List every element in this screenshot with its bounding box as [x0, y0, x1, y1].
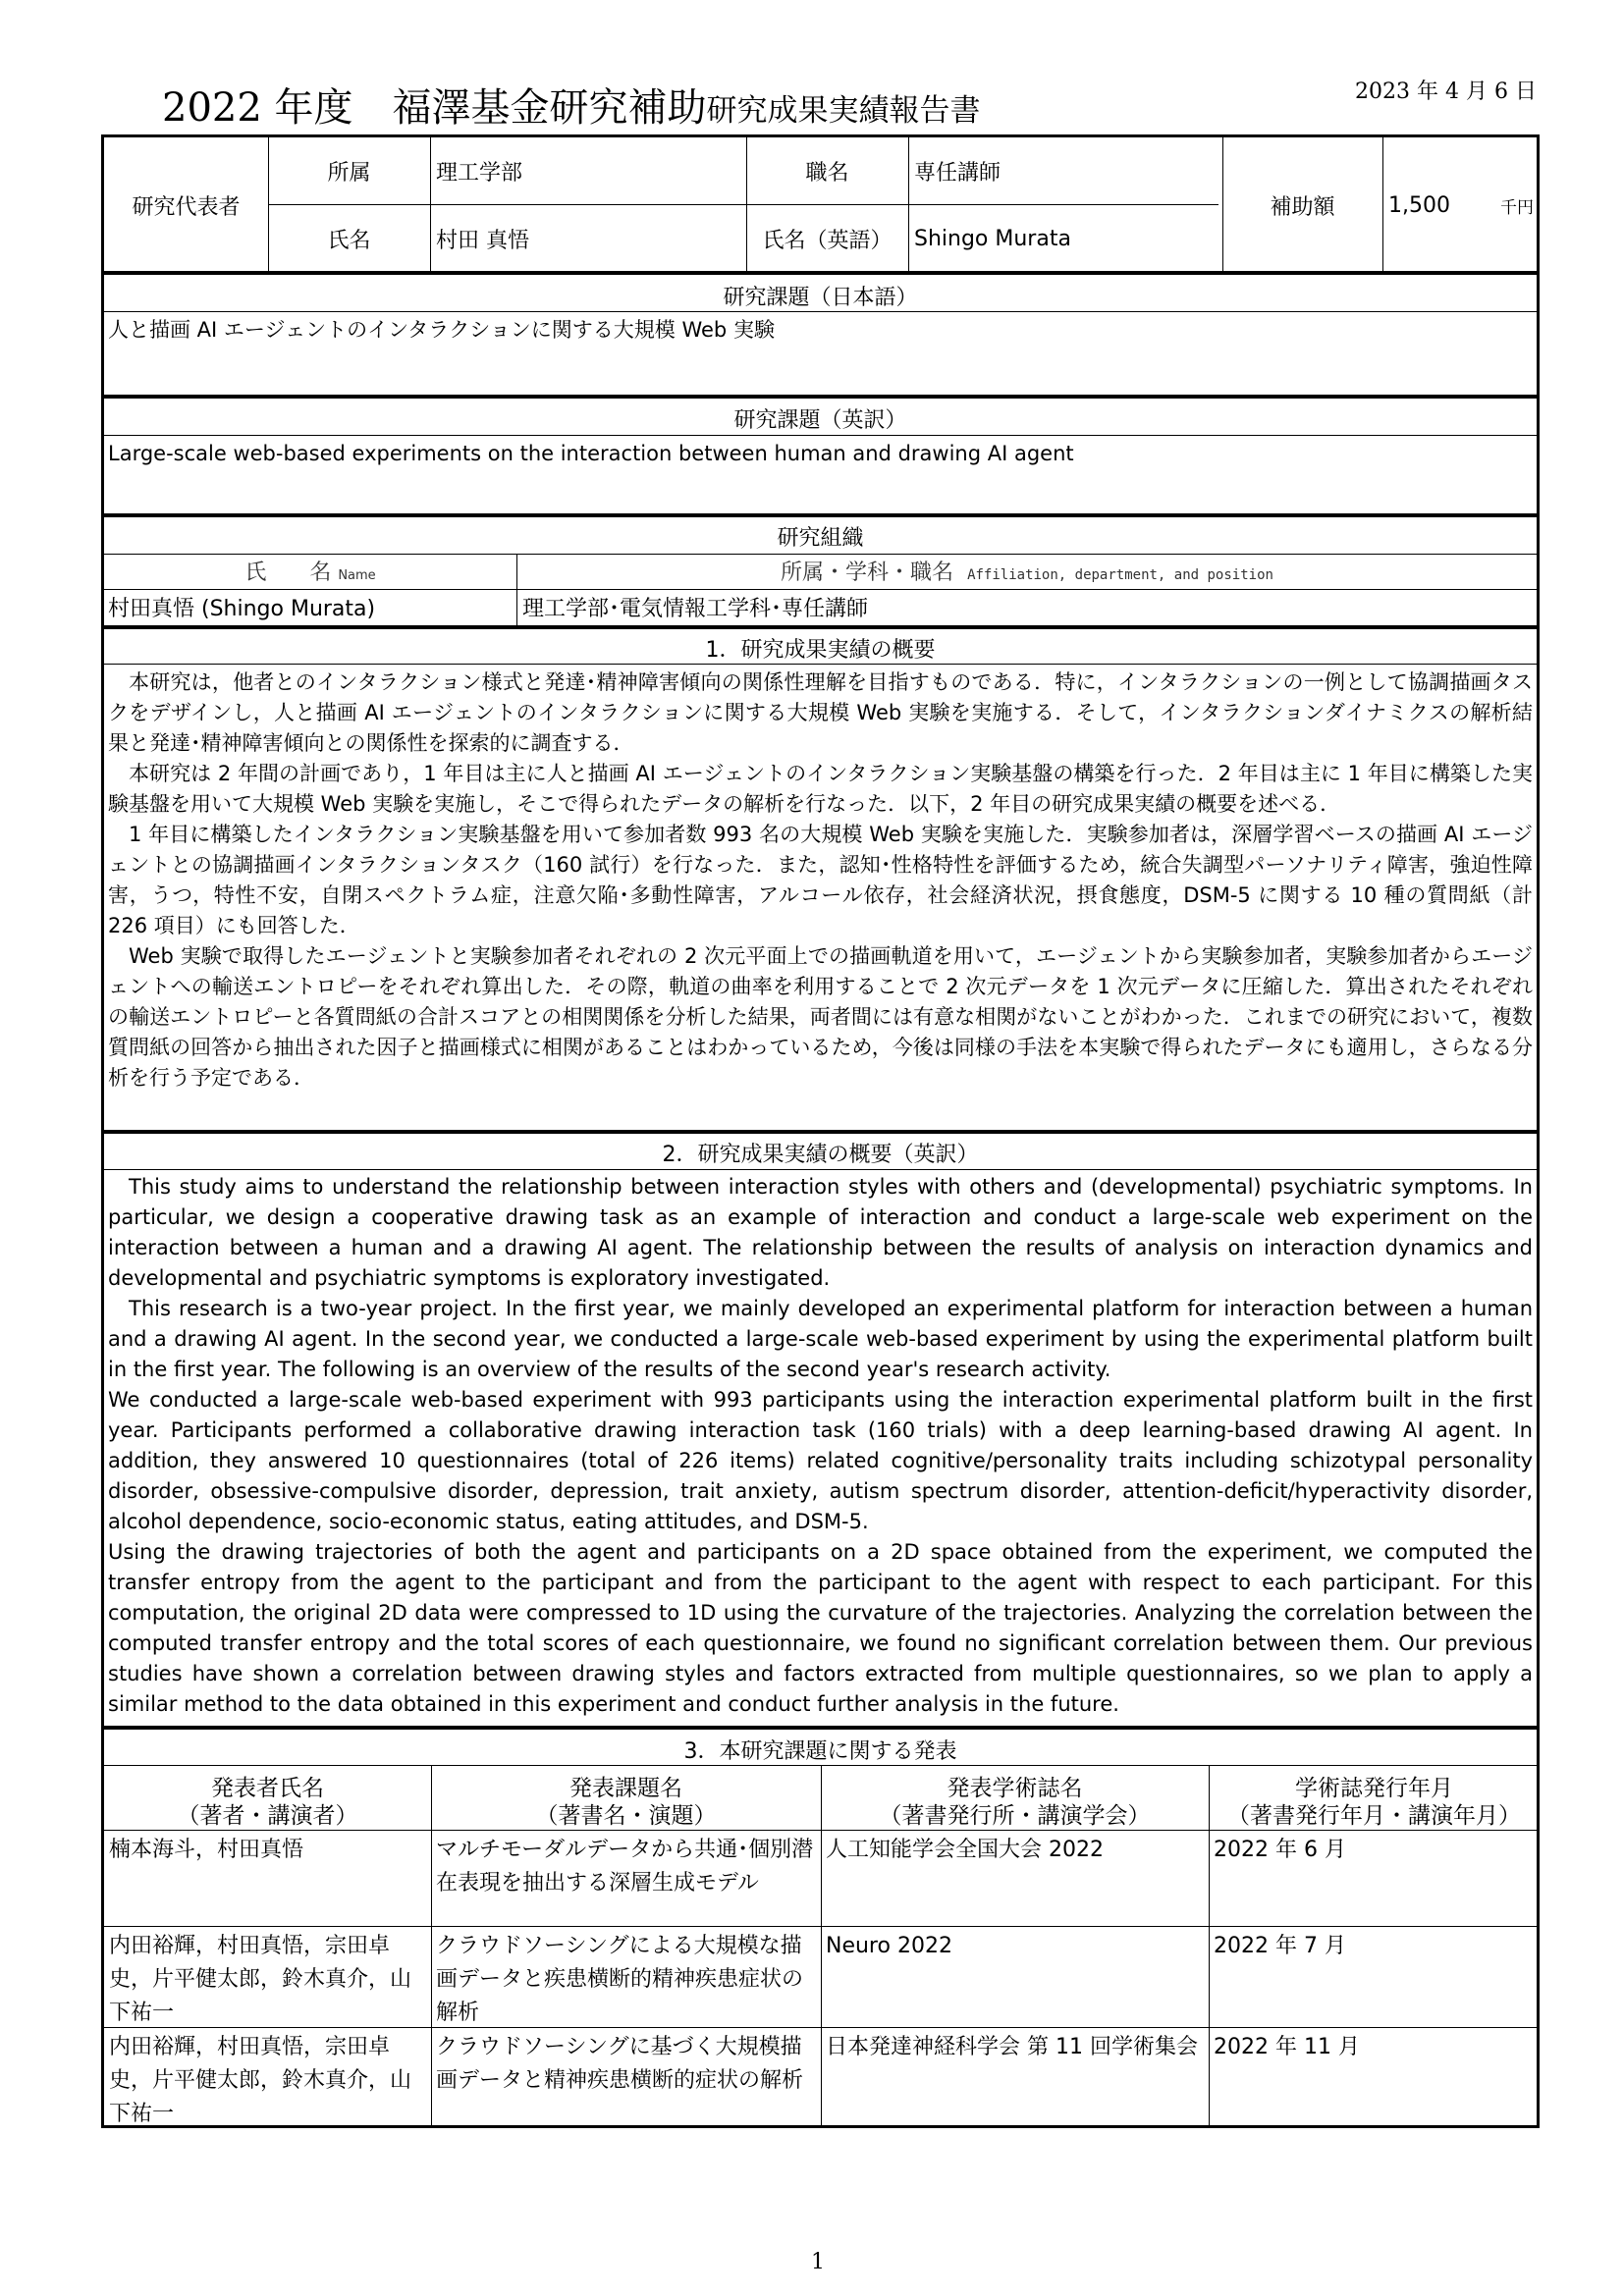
name-label: 氏名	[327, 228, 371, 253]
title-main: 2022 年度 福澤基金研究補助	[162, 85, 707, 131]
representative-label: 研究代表者	[132, 194, 241, 220]
pub-row-1-authors: 楠本海斗，村田真悟	[109, 1838, 304, 1862]
publications-heading: 3．本研究課題に関する発表	[683, 1739, 957, 1764]
pub-row-3-date: 2022 年 11 月	[1214, 2035, 1360, 2059]
topic-ja-text: 人と描画 AI エージェントのインタラクションに関する大規模 Web 実験	[108, 318, 775, 342]
org-col-affil-ja: 所属・学科・職名	[781, 561, 954, 585]
pub-row-2-venue: Neuro 2022	[826, 1934, 952, 1958]
org-col-name-ja: 氏 名	[244, 561, 332, 585]
pub-row-2-date: 2022 年 7 月	[1214, 1934, 1346, 1958]
organization-heading: 研究組織	[777, 526, 864, 551]
col-line1: 発表者氏名	[211, 1776, 324, 1801]
org-member-affiliation: 理工学部･電気情報工学科･専任講師	[522, 597, 869, 621]
document-title	[162, 77, 981, 133]
position-value: 専任講師	[914, 160, 1001, 186]
pub-row-1-title: マルチモーダルデータから共通･個別潜在表現を抽出する深層生成モデル	[436, 1838, 814, 1896]
grant-amount	[1382, 137, 1540, 273]
summary-en-paragraph: Using the drawing trajectories of both the agent and participants on a 2D space obtained from the experiment, we computed the transfer entropy from the agent to the participant and from the participant to the agent with respect to each participant. For this computation, the original 2D data were compressed to 1D using the curvature of the trajectories. Analyzing the correlation between the computed transfer entropy and the total scores of each questionnaire, we found no significant correlation between them. Our previous studies have shown a correlation between drawing styles and factors extracted from multiple questionnaires, so we plan to apply a similar method to the data obtained in this experiment and conduct further analysis in the future.	[108, 1540, 1533, 1716]
col-line1: 発表課題名	[569, 1776, 682, 1801]
pub-col-date	[1209, 1765, 1540, 1830]
position-label: 職名	[805, 160, 849, 186]
summary-ja-paragraph: 本研究は，他者とのインタラクション様式と発達･精神障害傾向の関係性理解を目指すものである．特に，インタラクションの一例として協調描画タスクをデザインし，人と描画 AI エージェントのインタラクションに関する大規模 Web 実験を実施する．そして，インタラクションダイナミクスの解析結果と発達･精神障害傾向との関係性を探索的に調査する．	[108, 670, 1533, 755]
summary-en-paragraph: This study aims to understand the relationship between interaction styles with others and (developmental) psychiatric symptoms. In particular, we design a cooperative drawing task as an example of interaction and conduct a large-scale web experiment on the interaction between a human and a drawing AI agent. The relationship between the results of analysis on interaction dynamics and developmental and psychiatric symptoms is exploratory investigated.	[108, 1175, 1533, 1290]
summary-ja-heading: 1．研究成果実績の概要	[705, 638, 936, 663]
name-en-value: Shingo Murata	[914, 226, 1071, 251]
col-line1: 発表学術誌名	[947, 1776, 1083, 1801]
summary-ja-paragraph: 本研究は 2 年間の計画であり，1 年目は主に人と描画 AI エージェントのインタラクション実験基盤の構築を行った．2 年目は主に 1 年目に構築した実験基盤を用いて大規模 Web 実験を実施し，そこで得られたデータの解析を行なった．以下，2 年目の研究成果実績の概要を述べる．	[108, 762, 1533, 816]
pub-row-2-authors: 内田裕輝，村田真悟，宗田卓史，片平健太郎，鈴木真介，山下祐一	[109, 1934, 412, 2025]
org-col-name	[104, 556, 516, 589]
grant-value: 1,500	[1388, 192, 1450, 218]
pub-row-3-title: クラウドソーシングに基づく大規模描画データと精神疾患横断的症状の解析	[436, 2035, 804, 2093]
page-number: 1	[811, 2250, 825, 2274]
summary-ja-paragraph: 1 年目に構築したインタラクション実験基盤を用いて参加者数 993 名の大規模 Web 実験を実施した．実験参加者は，深層学習ベースの描画 AI エージェントとの協調描画インタラクションタスク（160 試行）を行なった．また，認知･性格特性を評価するため，統合失調型パーソナリティ障害，強迫性障害，うつ，特性不安，自閉スペクトラム症，注意欠陥･多動性障害，アルコール依存，社会経済状況，摂食態度，DSM-5 に関する 10 種の質問紙（計 226 項目）にも回答した．	[108, 823, 1533, 937]
affiliation-value: 理工学部	[436, 160, 523, 186]
report-form	[101, 134, 1540, 2128]
org-col-affiliation	[516, 556, 1538, 589]
title-sub: 研究成果実績報告書	[706, 93, 981, 129]
topic-en-heading: 研究課題（英訳）	[733, 408, 907, 433]
summary-en-body	[108, 1172, 1533, 1720]
pub-row-1-venue: 人工知能学会全国大会 2022	[826, 1838, 1104, 1862]
name-value: 村田 真悟	[436, 228, 529, 253]
col-line2: （著書名・演題）	[535, 1803, 717, 1829]
summary-en-heading: 2．研究成果実績の概要（英訳）	[662, 1143, 979, 1167]
grant-label: 補助額	[1270, 194, 1335, 220]
col-line2: （著書発行年月・講演年月）	[1227, 1803, 1521, 1829]
summary-en-paragraph: This research is a two-year project. In the first year, we mainly developed an experimental platform for interaction between a human and a drawing AI agent. In the second year, we conducted a large-scale web-based experiment by using the experimental platform built in the first year. The following is an overview of the results of the second year's research activity.	[108, 1297, 1533, 1381]
pub-row-2-title: クラウドソーシングによる大規模な描画データと疾患横断的精神疾患症状の解析	[436, 1934, 804, 2025]
summary-en-paragraph: We conducted a large-scale web-based experiment with 993 participants using the interaction experimental platform built in the first year. Participants performed a collaborative drawing interaction task (160 trials) with a deep learning-based drawing AI agent. In addition, they answered 10 questionnaires (total of 226 items) related cognitive/personality traits including schizotypal personality disorder, obsessive-compulsive disorder, depression, trait anxiety, autism spectrum disorder, attention-deficit/hyperactivity disorder, alcohol dependence, socio-economic status, eating attitudes, and DSM-5.	[108, 1388, 1533, 1533]
col-line2: （著者・講演者）	[177, 1803, 358, 1829]
pub-row-1-date: 2022 年 6 月	[1214, 1838, 1346, 1862]
grant-unit: 千円	[1500, 197, 1534, 218]
org-col-affil-en: Affiliation, department, and position	[967, 567, 1273, 583]
pub-row-3-authors: 内田裕輝，村田真悟，宗田卓史，片平健太郎，鈴木真介，山下祐一	[109, 2035, 412, 2126]
summary-ja-paragraph: Web 実験で取得したエージェントと実験参加者それぞれの 2 次元平面上での描画軌道を用いて，エージェントから実験参加者，実験参加者からエージェントへの輸送エントロピーをそれぞれ算出した．その際，軌道の曲率を利用することで 2 次元データを 1 次元データに圧縮した．算出されたそれぞれの輸送エントロピーと各質問紙の合計スコアとの相関関係を分析した結果，両者間には有意な相関がないことがわかった．これまでの研究において，複数質問紙の回答から抽出された因子と描画様式に相関があることはわかっているため，今後は同様の手法を本実験で得られたデータにも適用し，さらなる分析を行う予定である．	[108, 944, 1533, 1090]
pub-col-title	[431, 1765, 821, 1830]
col-line1: 学術誌発行年月	[1295, 1776, 1453, 1801]
org-member-name: 村田真悟 (Shingo Murata)	[108, 597, 376, 621]
summary-ja-body	[108, 667, 1533, 1094]
affiliation-label: 所属	[327, 160, 371, 186]
col-line2: （著書発行所・講演学会）	[879, 1803, 1151, 1829]
org-col-name-en: Name	[338, 568, 376, 583]
topic-en-text: Large-scale web-based experiments on the interaction between human and drawing AI agent	[108, 442, 1074, 465]
pub-row-3-venue: 日本発達神経科学会 第 11 回学術集会	[826, 2035, 1198, 2059]
pub-col-authors	[104, 1765, 431, 1830]
pub-col-venue	[821, 1765, 1209, 1830]
topic-ja-heading: 研究課題（日本語）	[723, 286, 918, 310]
report-date: 2023 年 4 月 6 日	[1355, 80, 1537, 104]
name-en-label: 氏名（英語）	[762, 228, 893, 253]
